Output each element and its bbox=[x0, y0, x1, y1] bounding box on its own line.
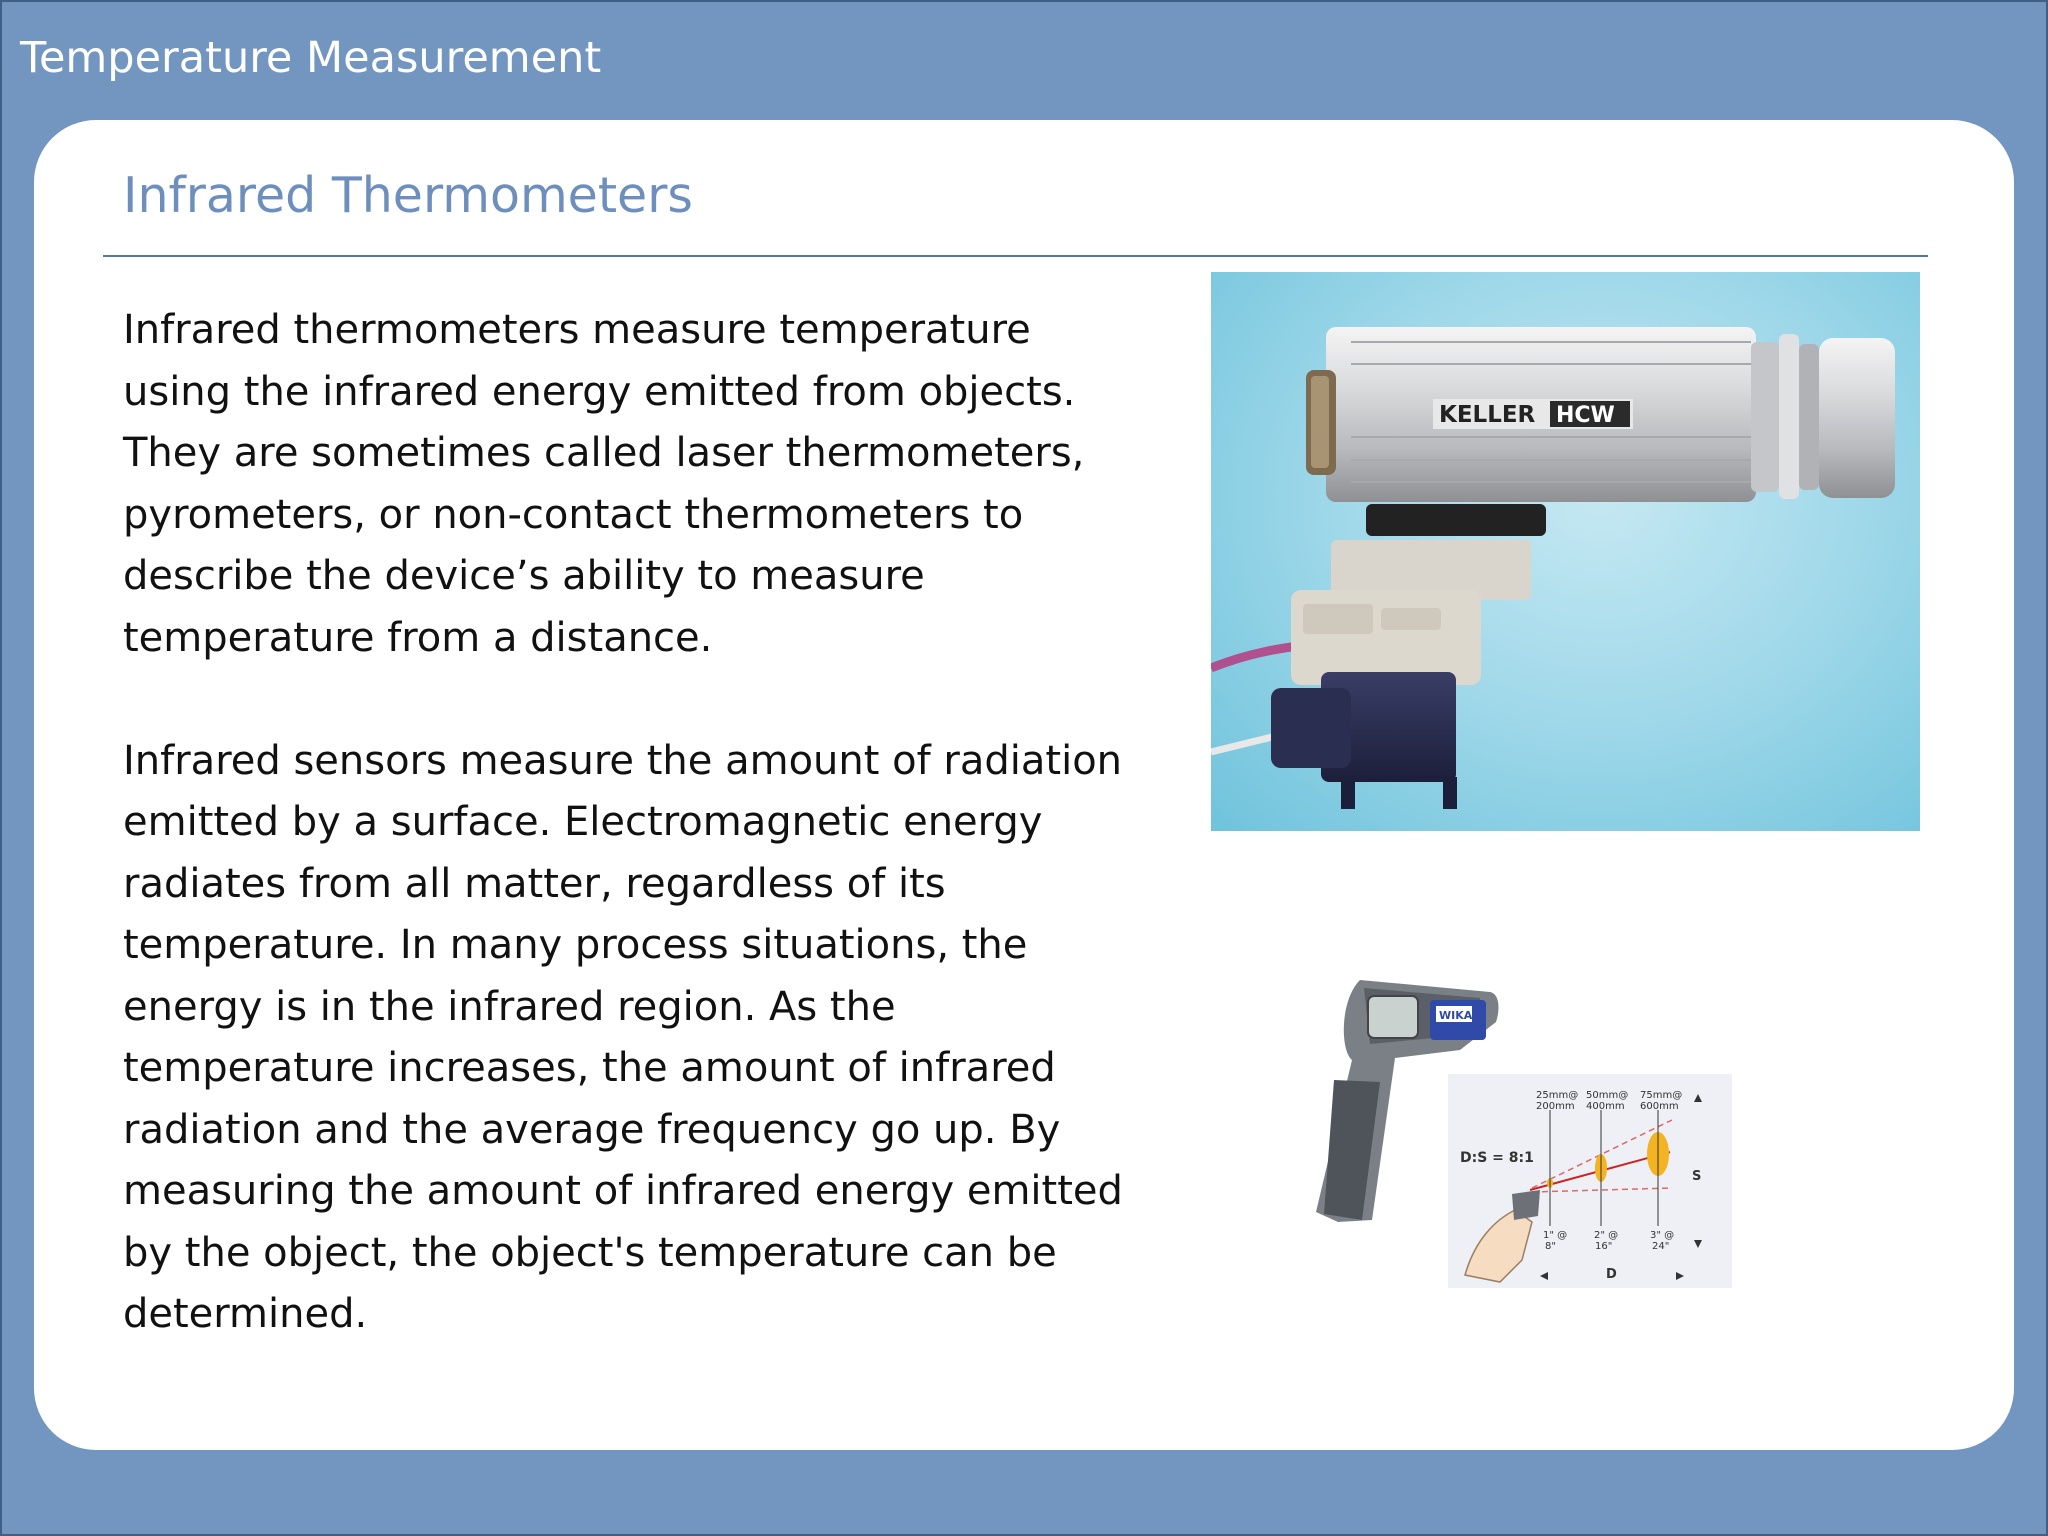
axis-s-label: S bbox=[1692, 1169, 1702, 1184]
axis-d-label: D bbox=[1606, 1267, 1617, 1282]
pyrometer-illustration bbox=[1211, 272, 1920, 831]
distance-label-2a: 2" @ bbox=[1594, 1230, 1619, 1241]
body-text bbox=[123, 300, 1133, 1346]
distance-label-3a: 3" @ bbox=[1650, 1230, 1675, 1241]
distance-label-2b: 16" bbox=[1595, 1241, 1613, 1252]
pyrometer-brand-right: HCW bbox=[1556, 403, 1615, 428]
distance-label-3b: 24" bbox=[1652, 1241, 1670, 1252]
spot-label-3b: 600mm bbox=[1640, 1101, 1679, 1112]
spot-label-2a: 50mm@ bbox=[1586, 1090, 1629, 1101]
header-title: Temperature Measurement bbox=[20, 33, 602, 83]
pyrometer-brand-left: KELLER bbox=[1439, 402, 1536, 428]
pyrometer-photo bbox=[1211, 272, 1920, 831]
spot-label-1b: 200mm bbox=[1536, 1101, 1575, 1112]
spot-label-3a: 75mm@ bbox=[1640, 1090, 1683, 1101]
ds-ratio-label: D:S = 8:1 bbox=[1460, 1150, 1534, 1166]
handheld-illustration bbox=[1300, 970, 1750, 1300]
spot-label-1a: 25mm@ bbox=[1536, 1090, 1579, 1101]
title-divider bbox=[103, 255, 1928, 257]
handheld-thermometer-photo bbox=[1300, 970, 1750, 1300]
distance-label-1b: 8" bbox=[1545, 1241, 1556, 1252]
distance-label-1a: 1" @ bbox=[1543, 1230, 1568, 1241]
paragraph-2: Infrared sensors measure the amount of radiation emitted by a surface. Electromagnetic energy radiates from all matter, regardless of its temperature. In many process situations, the energy is in the infrared region. As the temperature increases, the amount of infrared radiation and the average frequency go up. By measuring the amount of infrared energy emitted by the object, the object's temperature can be determined. bbox=[123, 737, 1123, 1337]
paragraph-1: Infrared thermometers measure temperature using the infrared energy emitted from objects. They are sometimes called laser thermometers, pyrometers, or non-contact thermometers to describe the device’s ability to measure temperature from a distance. bbox=[123, 307, 1085, 661]
handheld-brand: WIKA bbox=[1439, 1009, 1473, 1022]
spot-label-2b: 400mm bbox=[1586, 1101, 1625, 1112]
slide-title: Infrared Thermometers bbox=[123, 167, 693, 224]
